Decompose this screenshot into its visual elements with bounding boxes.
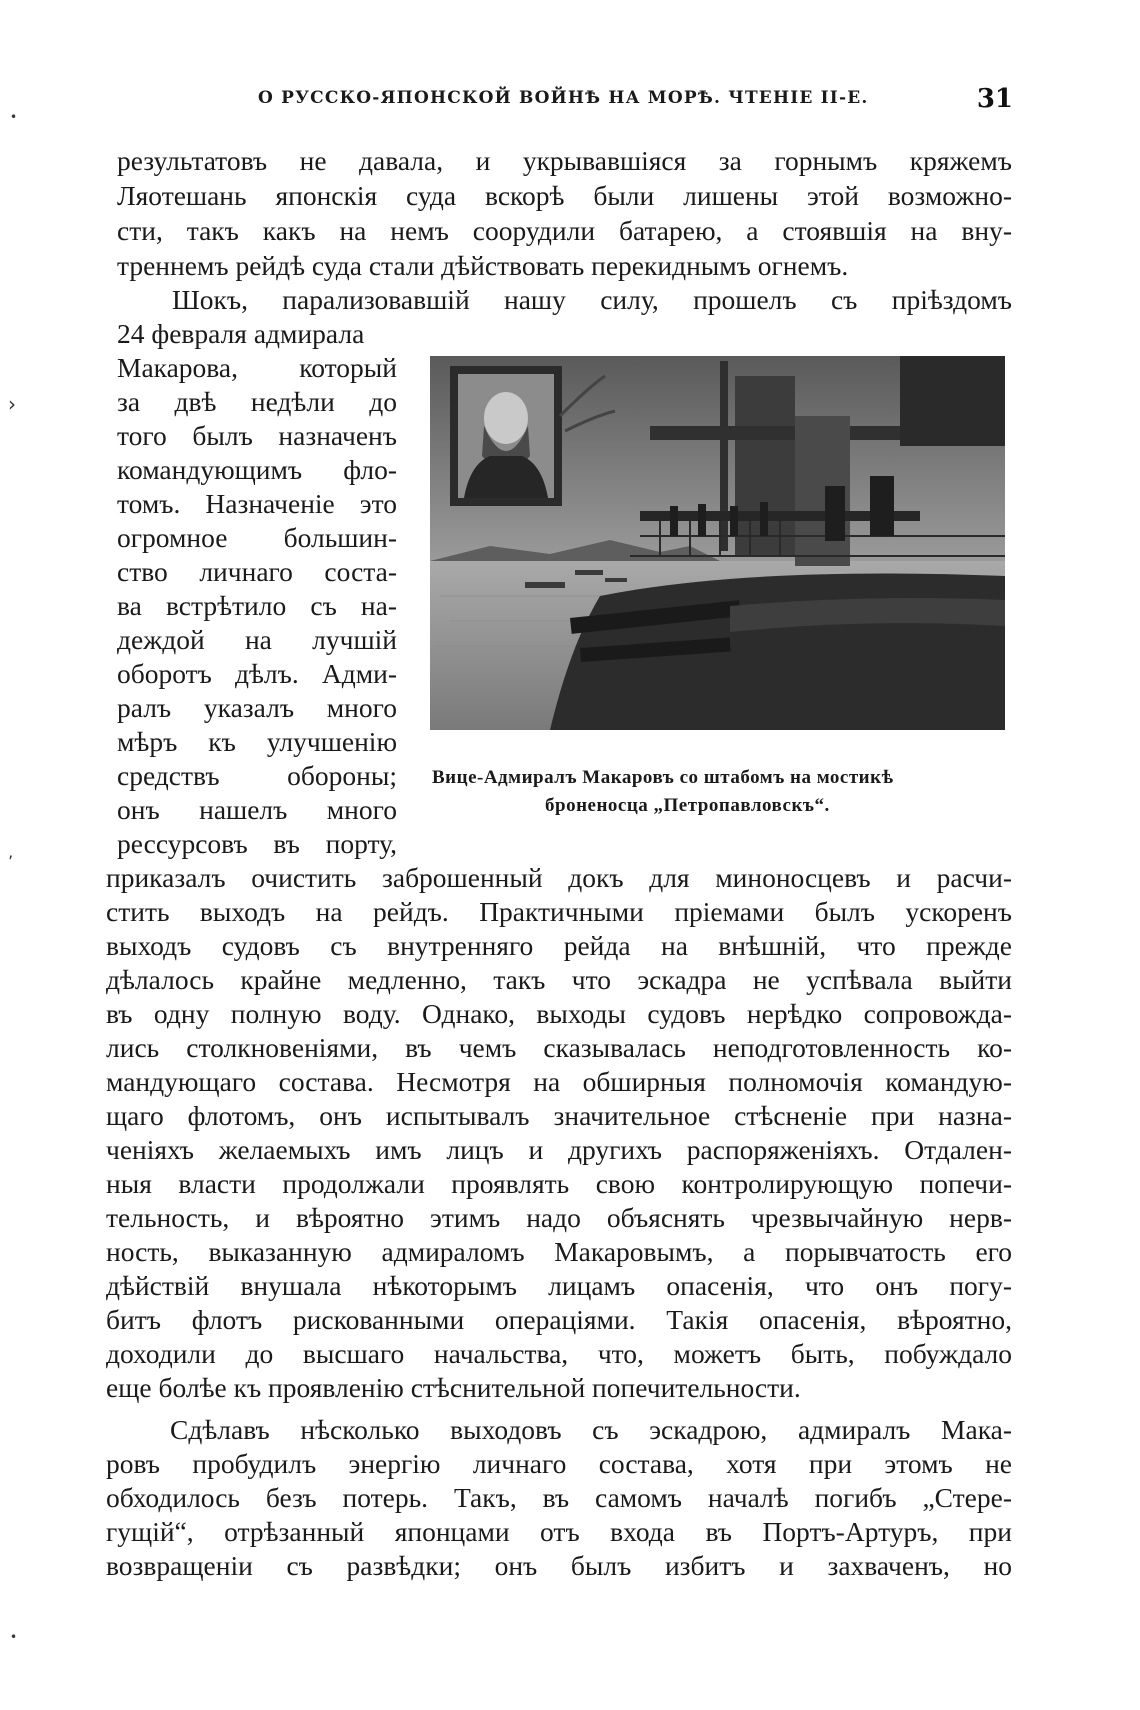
column-line: 24 февраля адмирала [117, 318, 365, 349]
column-line: рессурсовъ въ порту, [117, 828, 397, 859]
body-line: приказалъ очистить заброшенный докъ для миноносцевъ и расчи- [106, 862, 1012, 893]
body-line: результатовъ не давала, и укрывавшіяся за горнымъ кряжемъ [117, 145, 1012, 176]
body-line: доходили до высшаго начальства, что, можетъ быть, побуждало [106, 1338, 1012, 1369]
column-line: средствъ обороны; [117, 760, 397, 791]
figure-caption: броненосца „Петропавловскъ“. [545, 795, 830, 816]
body-line: ровъ пробудилъ энергію личнаго состава, хотя при этомъ не [106, 1448, 1012, 1479]
body-line: гущій“, отрѣзанный японцами отъ входа въ Портъ-Артуръ, при [106, 1516, 1012, 1547]
column-line: ралъ указалъ много [117, 692, 397, 723]
column-line: ство личнаго соста- [117, 556, 397, 587]
body-line: дѣлалось крайне медленно, такъ что эскадра не успѣвала выйти [106, 964, 1012, 995]
body-line: выходъ судовъ съ внутренняго рейда на внѣшній, что прежде [106, 930, 1012, 961]
body-line: Ляотешань японскія суда вскорѣ были лишены этой возможно- [117, 180, 1012, 211]
column-line: за двѣ недѣли до [117, 386, 397, 417]
page-number: 31 [976, 84, 1013, 114]
body-line: сти, такъ какъ на немъ соорудили батарею, а стоявшія на вну- [117, 215, 1012, 246]
figure-caption: Вице-Адмиралъ Макаровъ со штабомъ на мостикѣ [432, 767, 894, 788]
body-line: еще болѣе къ проявленію стѣснительной попечительности. [106, 1372, 801, 1403]
body-line: щаго флотомъ, онъ испытывалъ значительное стѣсненіе при назна- [106, 1100, 1012, 1131]
column-line: мѣръ къ улучшенію [117, 726, 397, 757]
body-line: ныя власти продолжали проявлять свою контролирующую попечи- [106, 1168, 1012, 1199]
running-title: О РУССКО-ЯПОНСКОЙ ВОЙНѢ НА МОРѢ. ЧТЕНІЕ II-Е. [258, 88, 869, 108]
body-line: ность, выказанную адмираломъ Макаровымъ, а порывчатость его [106, 1236, 1012, 1267]
body-line: битъ флотъ рискованными операціями. Такія опасенія, вѣроятно, [106, 1304, 1012, 1335]
body-line: стить выходъ на рейдъ. Практичными пріемами былъ ускоренъ [106, 896, 1012, 927]
body-line: треннемъ рейдѣ суда стали дѣйствовать перекиднымъ огнемъ. [117, 250, 849, 281]
column-line: того былъ назначенъ [117, 420, 397, 451]
column-line: Макарова, который [117, 352, 397, 383]
column-line: деждой на лучшій [117, 624, 397, 655]
body-line: тельность, и вѣроятно этимъ надо объяснять чрезвычайную нерв- [106, 1202, 1012, 1233]
body-line: лись столкновеніями, въ чемъ сказывалась неподготовленность ко- [106, 1032, 1012, 1063]
book-page: О РУССКО-ЯПОНСКОЙ ВОЙНѢ НА МОРѢ. ЧТЕНІЕ II-Е. 31 • › ’ • результатовъ не давала, и укрывавшіяся за горнымъ кряжемъ Ляотешань японскія суда вскорѣ были лишены этой возможно- сти, такъ какъ на немъ соорудили батарею, а стоявшія на вну- треннемъ рейдѣ суда стали дѣйствовать перекиднымъ огнемъ. Шокъ, парализовавшій нашу силу, прошелъ съ пріѣздомъ 24 февраля адмирала Макарова, который за двѣ недѣли до того былъ назначенъ командующимъ фло- томъ. Назначеніе это огромное большин- ство личнаго соста- ва встрѣтило съ на- деждой на лучшій оборотъ дѣлъ. Адми- ралъ указалъ много мѣръ къ улучшенію средствъ обороны; онъ нашелъ много рессурсовъ въ порту, Вице-Адмиралъ Макаровъ со штабомъ на мостикѣ броненосца „Петропавловскъ“. приказалъ очистить заброшенный докъ для миноносцевъ и расчи- стить выходъ на рейдъ. Практичными пріемами былъ ускоренъ выходъ судовъ съ внутренняго рейда на внѣшній, что прежде дѣлалось крайне медленно, такъ что эскадра не успѣвала выйти въ одну полную воду. Однако, выходы судовъ нерѣдко сопровожда- лись столкновеніями, въ чемъ сказывалась неподготовленность ко- мандующаго состава. Несмотря на обширныя полномочія командую- щаго флотомъ, онъ испытывалъ значительное стѣсненіе при назна- ченіяхъ желаемыхъ имъ лицъ и другихъ распоряженіяхъ. Отдален- ныя власти продолжали проявлять свою контролирующую попечи- тельность, и вѣроятно этимъ надо объяснять чрезвычайную нерв- ность, выказанную адмираломъ Макаровымъ, а порывчатость его дѣйствій внушала нѣкоторымъ лицамъ опасенія, что онъ погу- битъ флотъ рискованными операціями. Такія опасенія, вѣроятно, доходили до высшаго начальства, что, можетъ быть, побуждало еще болѣе къ проявленію стѣснительной попечительности. Сдѣлавъ нѣсколько выходовъ съ эскадрою, адмиралъ Мака- ровъ пробудилъ энергію личнаго состава, хотя при этомъ не обходилось безъ потерь. Такъ, въ самомъ началѣ погибъ „Стере- гущій“, отрѣзанный японцами отъ входа въ Портъ-Артуръ, при возвращеніи съ развѣдки; онъ былъ избитъ и захваченъ, но [8, 84, 1013, 1644]
body-line: мандующаго состава. Несмотря на обширныя полномочія командую- [106, 1066, 1012, 1097]
battleship-illustration [430, 356, 1005, 730]
column-line: оборотъ дѣлъ. Адми- [117, 658, 397, 689]
body-line: Сдѣлавъ нѣсколько выходовъ съ эскадрою, адмиралъ Мака- [170, 1414, 1012, 1445]
column-line: ва встрѣтило съ на- [117, 590, 397, 621]
body-line: въ одну полную воду. Однако, выходы судовъ нерѣдко сопровожда- [106, 998, 1012, 1029]
body-line: Шокъ, парализовавшій нашу силу, прошелъ съ пріѣздомъ [172, 284, 1012, 315]
body-line: обходилось безъ потерь. Такъ, въ самомъ началѣ погибъ „Стере- [106, 1482, 1012, 1513]
column-line: томъ. Назначеніе это [117, 488, 397, 519]
column-line: огромное большин- [117, 522, 397, 553]
column-line: командующимъ фло- [117, 454, 397, 485]
body-line: возвращеніи съ развѣдки; онъ былъ избитъ и захваченъ, но [106, 1550, 1012, 1581]
body-line: дѣйствій внушала нѣкоторымъ лицамъ опасенія, что онъ погу- [106, 1270, 1012, 1301]
body-line: ченіяхъ желаемыхъ имъ лицъ и другихъ распоряженіяхъ. Отдален- [106, 1134, 1012, 1165]
running-header [118, 84, 1013, 118]
column-line: онъ нашелъ много [117, 794, 397, 825]
